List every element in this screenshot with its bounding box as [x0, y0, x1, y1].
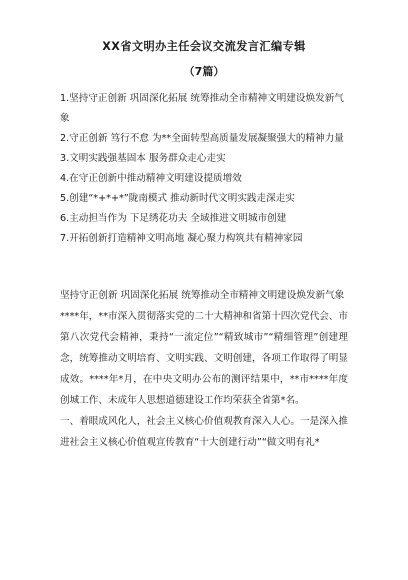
document-subtitle: （7篇） — [183, 65, 225, 79]
toc-item-7: 7.开拓创新打造精神文明高地 凝心聚力构筑共有精神家园 — [60, 232, 303, 244]
document-title: XX省文明办主任会议交流发言汇编专辑 — [102, 40, 306, 53]
document-body — [60, 285, 348, 453]
section-heading: 坚持守正创新 巩固深化拓展 统筹推动全市精神文明建设焕发新气象 — [60, 289, 345, 301]
toc-item-6: 6.主动担当作为 下足绣花功夫 全域推进文明城市创建 — [60, 212, 287, 224]
table-of-contents — [60, 89, 348, 249]
body-paragraph-section-one: 一、着眼成风化人，社会主义核心价值观教育深入人心。一是深入推进社会主义核心价值观宣传教育“十大创建行动”“做文明有礼* — [60, 415, 348, 448]
toc-item-5: 5.创建“*+*+*”陇南模式 推动新时代文明实践走深走实 — [60, 192, 295, 204]
toc-item-4: 4.在守正创新中推动精神文明建设提质增效 — [60, 172, 242, 184]
toc-item-1: 1.坚持守正创新 巩固深化拓展 统筹推动全市精神文明建设焕发新气象 — [60, 92, 344, 124]
toc-item-3: 3.文明实践强基固本 服务群众走心走实 — [60, 152, 226, 164]
toc-item-2: 2.守正创新 笃行不怠 为**全面转型高质量发展凝聚强大的精神力量 — [60, 132, 344, 144]
body-paragraph: ****年，**市深入贯彻落实党的二十大精神和省第十四次党代会、市第八次党代会精神，秉持“一流定位”“精致城市”“精细管理”创建理念，统筹推动文明培育、文明实践、文明创建，各项工作取得了明显成效。****年*月，在中央文明办公布的测评结果中，**市****年度创城工作、未成年人思想道德建设工作均荣获全省第*名。 — [60, 310, 348, 406]
